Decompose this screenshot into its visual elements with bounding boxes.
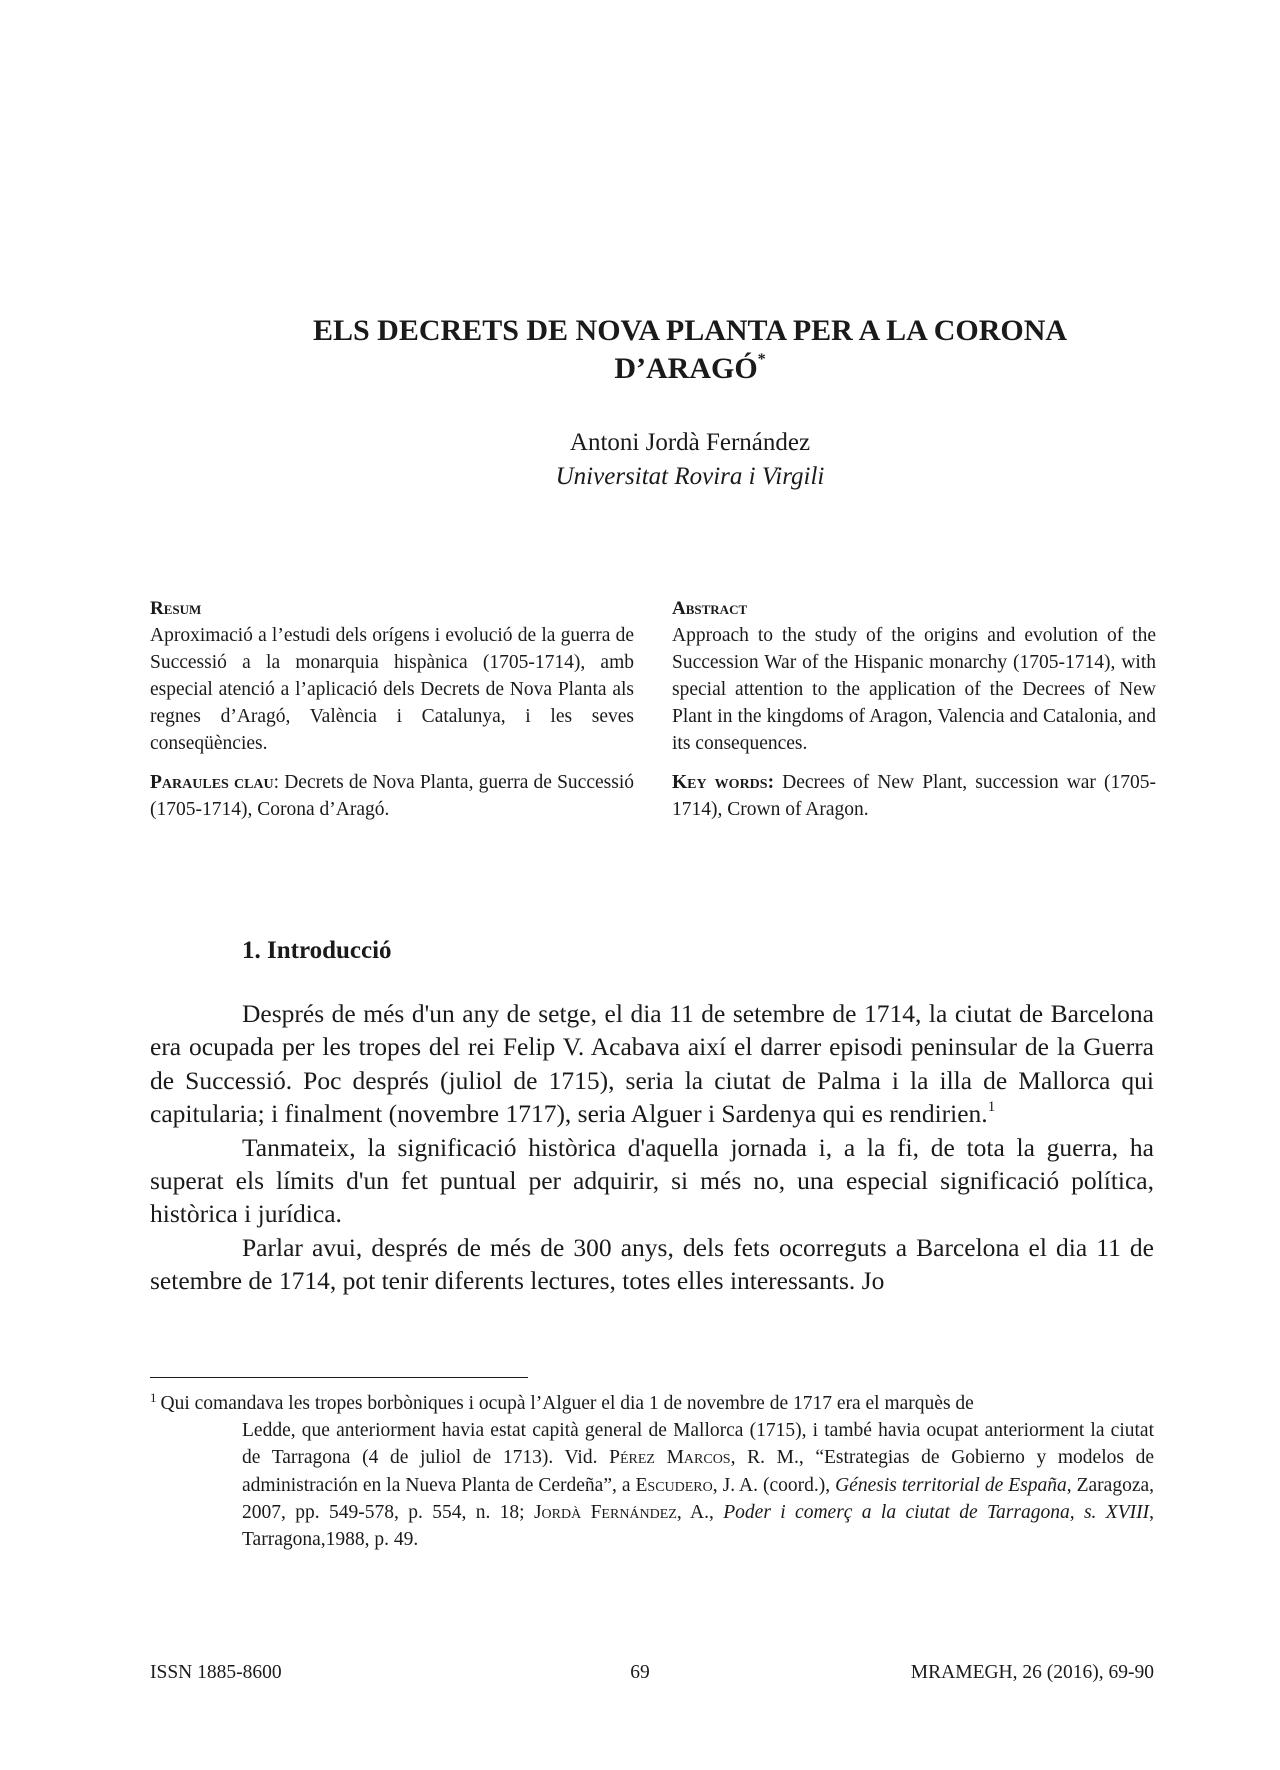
footnote-text-c: , J. A. (coord.), [712, 1474, 836, 1496]
footer-journal: MRAMEGH, 26 (2016), 69-90 [910, 1662, 1154, 1683]
abstract-english-heading: Abstract [672, 598, 748, 619]
footnote-1 [150, 1390, 1154, 1553]
title-line-1: ELS DECRETS DE NOVA PLANTA PER A LA CORONA [312, 314, 1068, 347]
footnote-text-d: , Zaragoza, 2007, pp. 549-578, p. 554, n. 18; [242, 1474, 1155, 1523]
footer-issn: ISSN 1885-8600 [150, 1662, 282, 1683]
keywords-english [672, 769, 1156, 823]
section-heading: 1. Introducció [242, 937, 392, 964]
keywords-english-label: Key words: [672, 772, 775, 793]
title-footnote-mark: * [757, 351, 766, 368]
paragraph-1 [150, 997, 1154, 1131]
footer-page-number: 69 [630, 1662, 650, 1683]
paragraph-1-text: Després de més d'un any de setge, el dia 11 de setembre de 1714, la ciutat de Barcelona era ocupada per les tropes del rei Felip V. Acabava així el darrer episodi peninsular de la Guerra de Successió. Poc després (juliol de 1715), seria la ciutat de Palma i la illa de Mallorca qui capitularia; i finalment (novembre 1717), seria Alguer i Sardenya qui es rendirien. [150, 999, 1154, 1129]
abstract-catalan-body: Aproximació a l’estudi dels orígens i evolució de la guerra de Successió a la monarquia hispànica (1705-1714), amb especial atenció a l’aplicació dels Decrets de Nova Planta als regnes d’Aragó, València i Catalunya, i les seves conseqüències. [150, 625, 634, 754]
author-affiliation: Universitat Rovira i Virgili [555, 463, 825, 490]
footnote-work-2: Poder i comerç a la ciutat de Tarragona, s. XVIII [723, 1501, 1150, 1523]
footnote-author-3: Jordà Fernández [533, 1501, 677, 1523]
footnote-work-1: Génesis territorial de España [835, 1474, 1067, 1496]
footnote-text-a: Ledde, que anteriorment havia estat capità general de Mallorca (1715), i també havia ocupat anteriorment la ciutat de Tarragona (4 de juliol de 1713). Vid. [242, 1420, 1154, 1469]
footnote-separator [150, 1377, 528, 1378]
footnote-continuation [150, 1417, 1154, 1553]
title-line-2: D’ARAGÓ [614, 352, 758, 385]
paragraph-2: Tanmateix, la significació històrica d'aquella jornada i, a la fi, de tota la guerra, ha superat els límits d'un fet puntual per adquirir, si més no, una especial significació política, històrica i jurídica. [150, 1132, 1154, 1229]
footnote-text-b: , R. M., “Estrategias de Gobierno y modelos de administración en la Nueva Planta de Cerdeña”, a [242, 1447, 1155, 1496]
footnote-text-e: , A., [676, 1501, 724, 1523]
abstract-english [672, 596, 1156, 835]
keywords-catalan-text: : Decrets de Nova Planta, guerra de Successió (1705-1714), Corona d’Aragó. [150, 772, 634, 820]
abstract-catalan-heading: Resum [150, 598, 202, 619]
footnote-author-1: Pérez Marcos [609, 1447, 731, 1469]
author-name: Antoni Jordà Fernández [569, 429, 811, 456]
footnote-text-f: , Tarragona,1988, p. 49. [242, 1501, 1154, 1551]
article-title [150, 312, 1230, 388]
keywords-catalan [150, 769, 634, 823]
keywords-english-text: Decrees of New Plant, succession war (1705-1714), Crown of Aragon. [672, 772, 1156, 820]
footnote-mark: 1 [150, 1390, 157, 1405]
footnote-ref-1[interactable]: 1 [987, 1099, 996, 1116]
keywords-catalan-label: Paraules clau [150, 772, 274, 793]
footnote-first-line [150, 1390, 1154, 1417]
paragraph-3: Parlar avui, després de més de 300 anys, dels fets ocorreguts a Barcelona el dia 11 de setembre de 1714, pot tenir diferents lectures, totes elles interessants. Jo [150, 1232, 1154, 1296]
abstract-english-body: Approach to the study of the origins and evolution of the Succession War of the Hispanic monarchy (1705-1714), with special attention to the application of the Decrees of New Plant in the kingdoms of Aragon, Valencia and Catalonia, and its consequences. [672, 625, 1156, 754]
abstract-catalan [150, 596, 634, 835]
body-text [150, 997, 1154, 1298]
footnote-line-1: Qui comandava les tropes borbòniques i ocupà l’Alguer el dia 1 de novembre de 1717 era el marquès de [160, 1393, 974, 1414]
footnote-author-2: Escudero [635, 1474, 713, 1496]
